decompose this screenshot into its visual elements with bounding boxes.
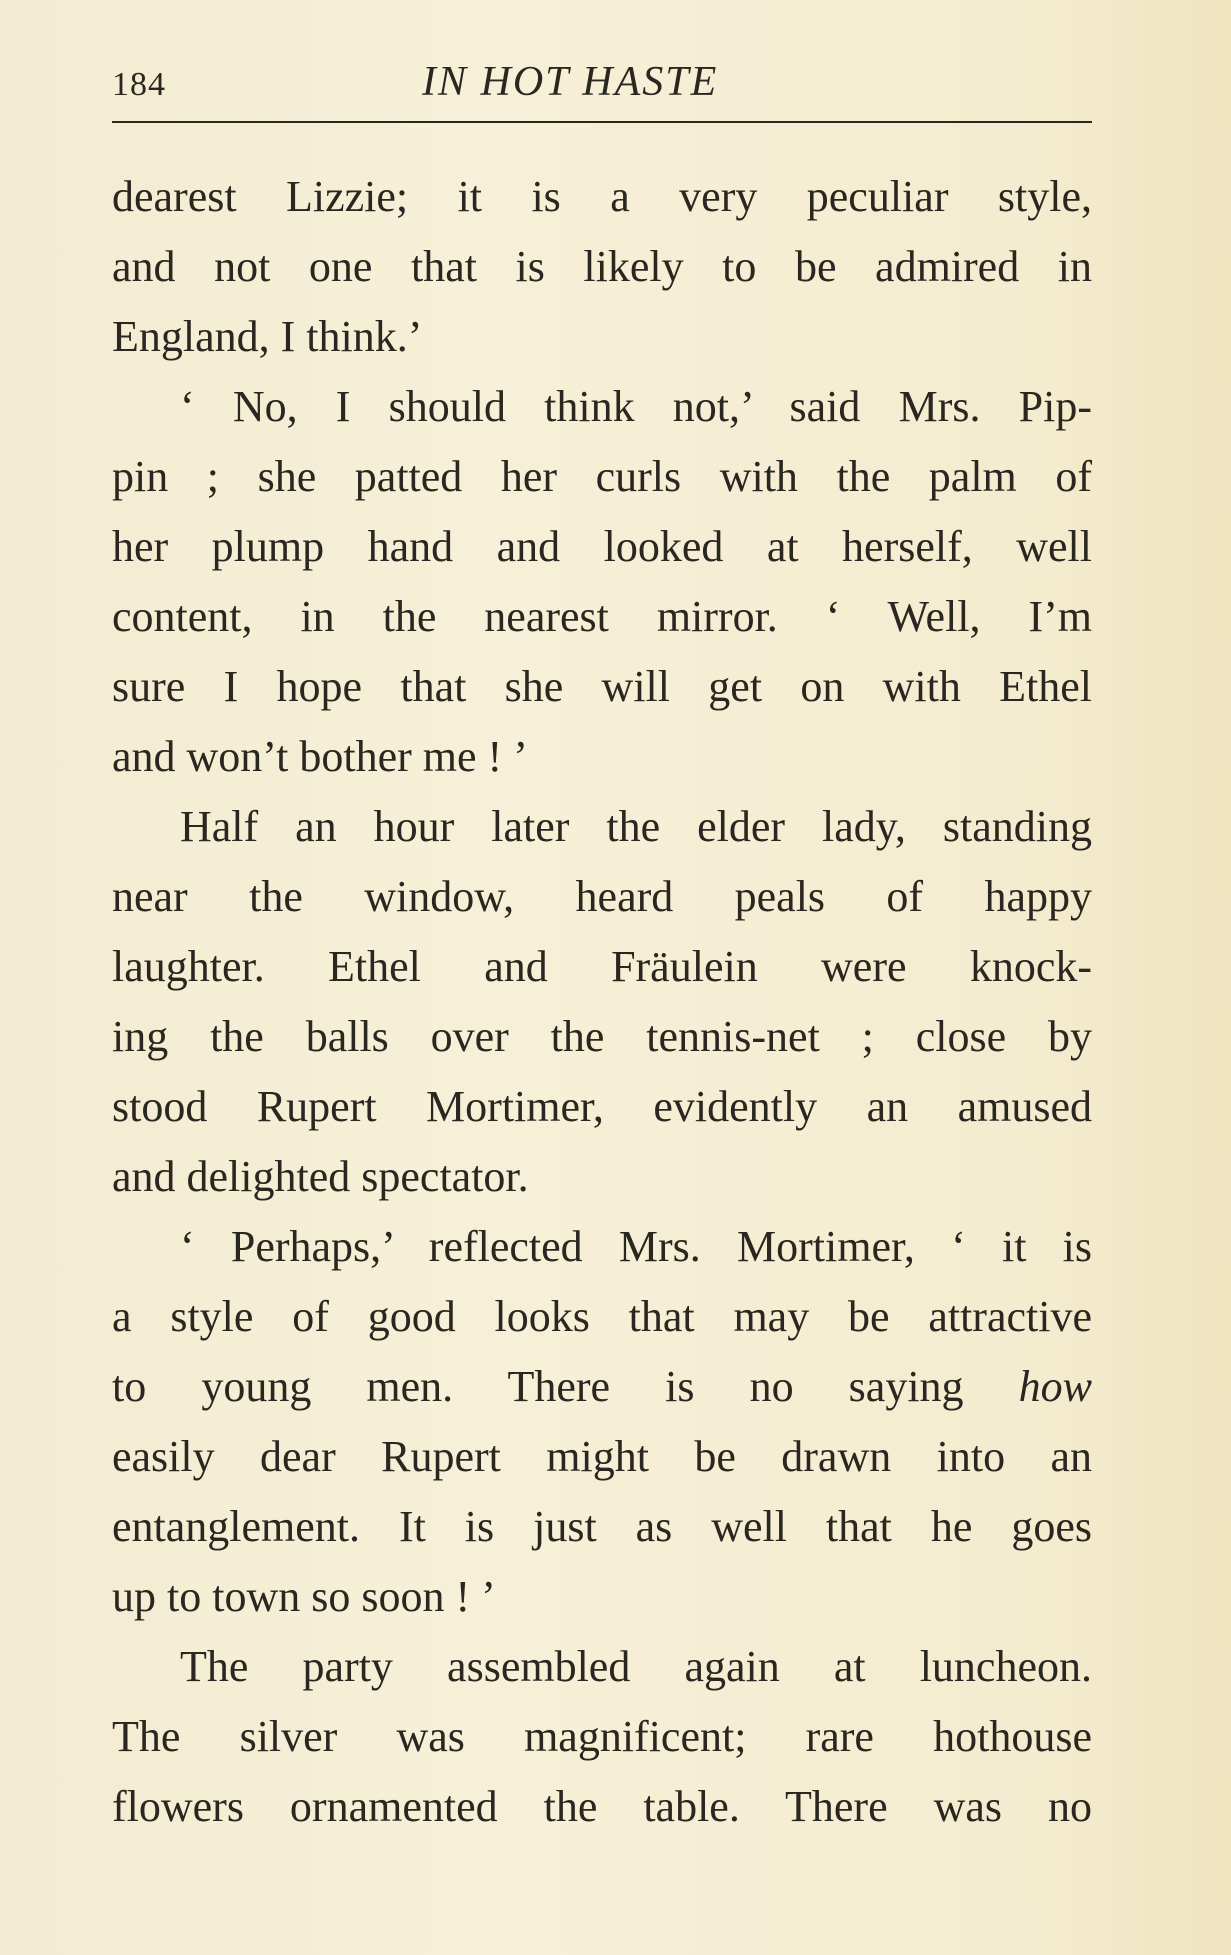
text-segment: to young men. There is no saying [112,1362,1019,1411]
text-line: up to town so soon ! ’ [112,1572,496,1621]
running-title: IN HOT HASTE [422,59,719,105]
text-line: stood Rupert Mortimer, evidently an amused [112,1082,1092,1131]
text-line: and delighted spectator. [112,1152,529,1201]
text-line-with-emphasis [112,1352,1092,1422]
text-line: and not one that is likely to be admired in [112,242,1092,291]
text-line: The silver was magnificent; rare hothouse [112,1712,1092,1761]
text-line: entanglement. It is just as well that he goes [112,1502,1092,1551]
text-line: her plump hand and looked at herself, well [112,522,1092,571]
text-line: ‘ No, I should think not,’ said Mrs. Pip- [180,382,1092,431]
text-line: easily dear Rupert might be drawn into an [112,1432,1092,1481]
page-number: 184 [112,66,166,103]
text-line: ing the balls over the tennis-net ; close by [112,1012,1092,1061]
text-line: laughter. Ethel and Fräulein were knock- [112,942,1092,991]
text-line: England, I think.’ [112,312,423,361]
header-rule [112,121,1092,123]
text-line: a style of good looks that may be attractive [112,1292,1092,1341]
text-line: near the window, heard peals of happy [112,872,1092,921]
emphasis-word: how [1018,1362,1092,1411]
text-line: Half an hour later the elder lady, standing [180,802,1092,851]
text-line: sure I hope that she will get on with Ethel [112,662,1092,711]
text-line: content, in the nearest mirror. ‘ Well, I’m [112,592,1092,641]
text-line: The party assembled again at luncheon. [180,1642,1092,1691]
body-text [112,162,1092,1842]
text-line: flowers ornamented the table. There was no [112,1782,1092,1831]
text-line: and won’t bother me ! ’ [112,732,528,781]
text-line: ‘ Perhaps,’ reflected Mrs. Mortimer, ‘ it is [180,1222,1092,1271]
text-line: pin ; she patted her curls with the palm of [112,452,1092,501]
page-header [112,58,1092,108]
text-line: dearest Lizzie; it is a very peculiar style, [112,172,1092,221]
